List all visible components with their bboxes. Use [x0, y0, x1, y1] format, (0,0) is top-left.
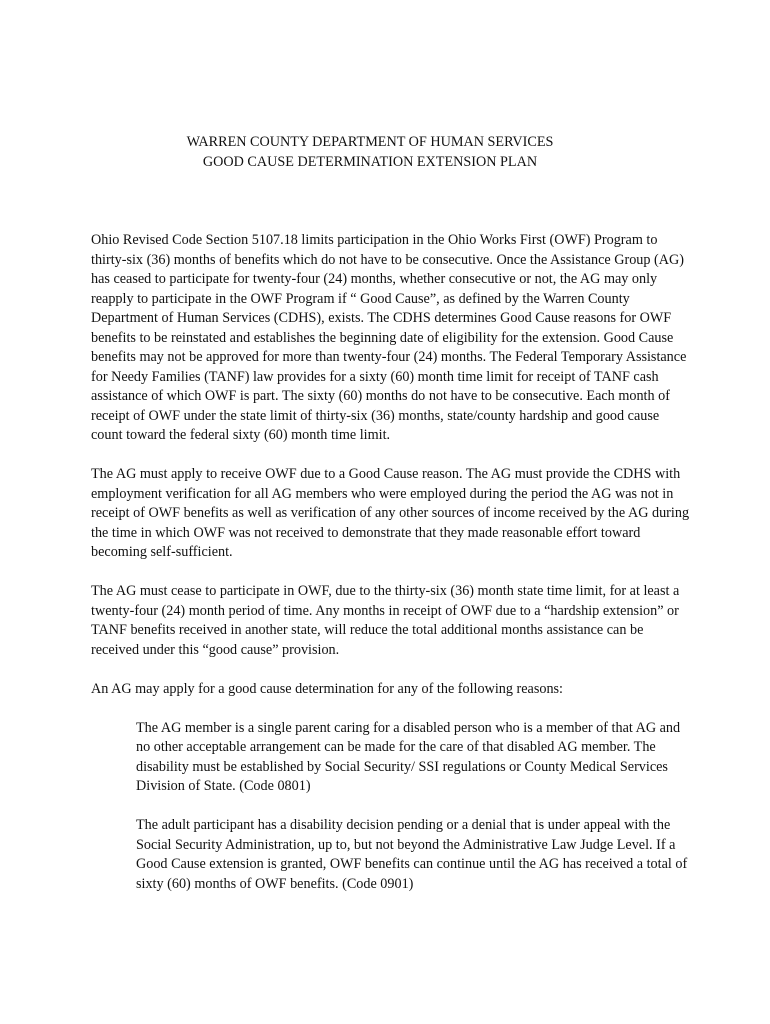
- paragraph-time-limits: Ohio Revised Code Section 5107.18 limits participation in the Ohio Works First (OWF) Program to thirty-six (36) months of benefits which do not have to be consecutive. Once the Assistance Group (AG) has ceased to participate for twenty-four (24) months, whether consecutive or not, the AG may only reapply to participate in the OWF Program if “ Good Cause”, as defined by the Warren County Department of Human Services (CDHS), exists. The CDHS determines Good Cause reasons for OWF benefits to be reinstated and establishes the beginning date of eligibility for the extension. Good Cause benefits may not be approved for more than twenty-four (24) months. The Federal Temporary Assistance for Needy Families (TANF) law provides for a sixty (60) month time limit for receipt of TANF cash assistance of which OWF is part. The sixty (60) months do not have to be consecutive. Each month of receipt of OWF under the state limit of thirty-six (36) months, state/county hardship and good cause count toward the federal sixty (60) month time limit.: [91, 232, 687, 443]
- document-title: [0, 132, 740, 172]
- paragraph-cease-participation: The AG must cease to participate in OWF, due to the thirty-six (36) month state time limit, for at least a twenty-four (24) month period of time. Any months in receipt of OWF due to a “hardship extension” or TANF benefits received in another state, will reduce the total additional months assistance can be received under this “good cause” provision.: [91, 583, 680, 658]
- paragraph-reasons-intro: An AG may apply for a good cause determination for any of the following reasons:: [91, 680, 564, 697]
- title-line-2: GOOD CAUSE DETERMINATION EXTENSION PLAN: [202, 154, 538, 170]
- paragraph-apply-good-cause: The AG must apply to receive OWF due to a Good Cause reason. The AG must provide the CDHS with employment verification for all AG members who were employed during the period the AG was not in receipt of OWF benefits as well as verification of any other sources of income received by the AG during the time in which OWF was not received to demonstrate that they made reasonable effort toward becoming self-sufficient.: [91, 466, 690, 560]
- document-body: [91, 231, 691, 914]
- title-line-1: WARREN COUNTY DEPARTMENT OF HUMAN SERVICES: [186, 134, 554, 150]
- reason-disability-pending: The adult participant has a disability decision pending or a denial that is under appeal with the Social Security Administration, up to, but not beyond the Administrative Law Judge Level. If a Good Cause extension is granted, OWF benefits can continue until the AG has received a total of sixty (60) months of OWF benefits. (Code 0901): [136, 817, 688, 892]
- reason-single-parent-caregiver: The AG member is a single parent caring for a disabled person who is a member of that AG and no other acceptable arrangement can be made for the care of that disabled AG member. The disability must be established by Social Security/ SSI regulations or County Medical Services Division of State. (Code 0801): [136, 719, 681, 794]
